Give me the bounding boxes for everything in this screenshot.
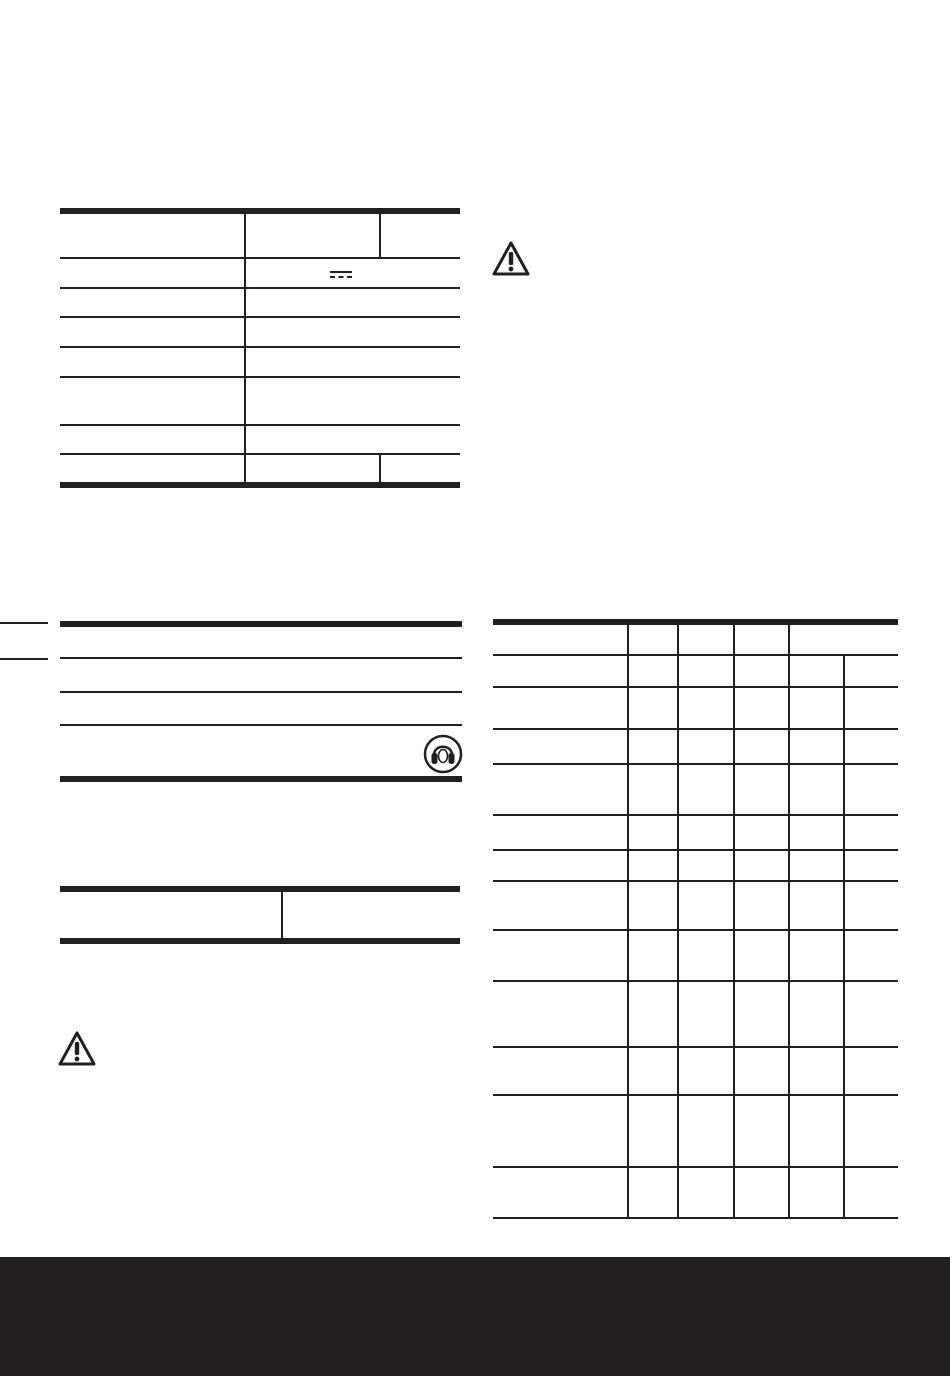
- section-marker-rule: [0, 622, 48, 624]
- spec-table-bottom-rule: [60, 482, 460, 488]
- vibration-table-bottom-rule: [60, 938, 460, 944]
- spec-table-row-rule: [60, 453, 460, 455]
- spec-table-top-rule: [60, 208, 460, 214]
- noise-table-bottom-rule: [60, 776, 462, 782]
- accessory-table-top-rule: [493, 619, 898, 625]
- noise-table-row-rule: [60, 724, 462, 726]
- warning-triangle-icon: [57, 1030, 97, 1067]
- accessory-table-row-rule: [493, 686, 898, 688]
- section-marker-rule: [0, 658, 48, 660]
- spec-table-row-rule: [60, 346, 460, 348]
- dc-current-icon: [330, 270, 352, 280]
- accessory-table-bottom-rule: [493, 1217, 898, 1219]
- accessory-table-col-divider: [677, 625, 679, 1219]
- accessory-table-row-rule: [493, 763, 898, 765]
- accessory-table-row-rule: [493, 1094, 898, 1096]
- accessory-table-col-divider: [733, 625, 735, 1219]
- accessory-table-col-divider: [788, 625, 790, 1219]
- accessory-table-row-rule: [493, 1046, 898, 1048]
- accessory-table-row-rule: [493, 728, 898, 730]
- noise-table-row-rule: [60, 657, 462, 659]
- accessory-table-col-divider: [627, 625, 629, 1219]
- accessory-table-row-rule: [493, 849, 898, 851]
- noise-table-top-rule: [60, 621, 462, 627]
- spec-table-col-divider-1: [244, 214, 246, 484]
- page-footer-band: [0, 1257, 950, 1376]
- accessory-table-row-rule: [493, 980, 898, 982]
- spec-table-col-divider-2-bottom: [379, 453, 381, 483]
- spec-table-row-rule: [60, 376, 460, 378]
- warning-triangle-icon: [491, 240, 531, 277]
- accessory-table-row-rule: [493, 1166, 898, 1168]
- ear-protection-icon: [423, 734, 463, 774]
- accessory-table-row-rule: [493, 654, 898, 656]
- spec-table-row-rule: [60, 424, 460, 426]
- accessory-table-row-rule: [493, 814, 898, 816]
- accessory-table-row-rule: [493, 880, 898, 882]
- spec-table-row-rule: [60, 316, 460, 318]
- spec-table-col-divider-2-top: [379, 214, 381, 258]
- accessory-table-col-divider: [843, 655, 845, 1219]
- vibration-table-col-divider: [281, 892, 283, 938]
- spec-table-row-rule: [60, 287, 460, 289]
- accessory-table-row-rule: [493, 929, 898, 931]
- spec-table-row-rule: [60, 257, 460, 259]
- noise-table-row-rule: [60, 691, 462, 693]
- vibration-table-top-rule: [60, 886, 460, 892]
